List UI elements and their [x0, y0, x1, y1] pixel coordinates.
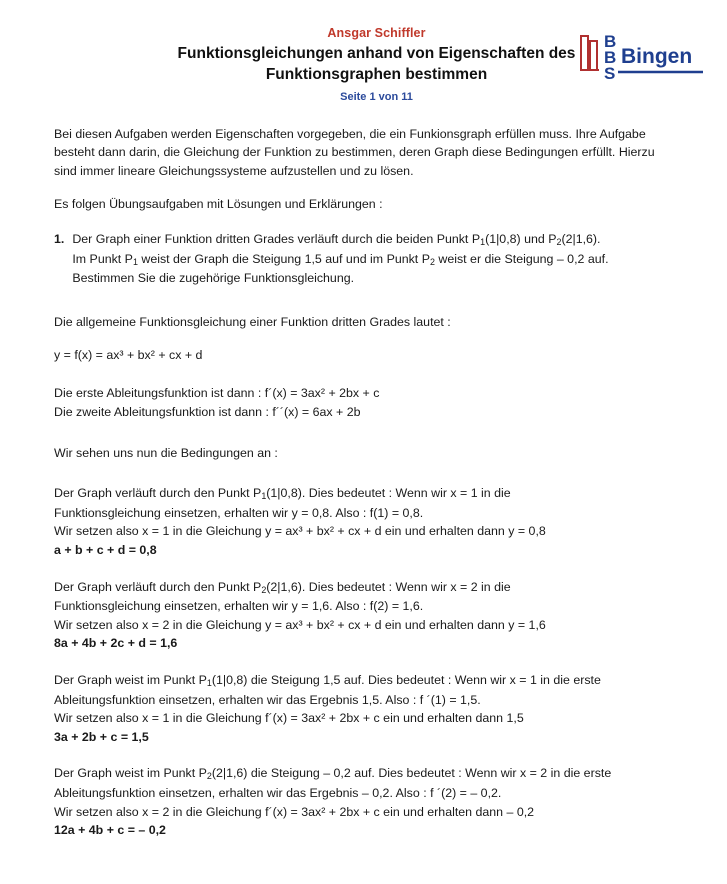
- condition-1-result: a + b + c + d = 0,8: [54, 542, 157, 557]
- document-body: [54, 125, 699, 840]
- svg-text:B: B: [604, 32, 617, 51]
- condition-1-line-1b: (1|0,8). Dies bedeutet : Wenn wir x = 1 in die: [266, 486, 511, 501]
- bbs-bingen-logo: [577, 28, 705, 90]
- intro-paragraph: Bei diesen Aufgaben werden Eigenschaften vorgegeben, die ein Funkionsgraph erfüllen muss. Ihre Aufgabe besteht dann darin, die Gleichung der Funktion zu bestimmen, deren Graph diese Bedingungen erfüllt. Hierzu sind immer lineare Gleichungssysteme aufzustellen und zu lösen.: [54, 126, 655, 179]
- svg-text:S: S: [604, 64, 616, 83]
- task-sub-3: 1: [132, 257, 138, 268]
- condition-1-line-2: Funktionsgleichung einsetzen, erhalten wir y = 0,8. Also : f(1) = 0,8.: [54, 505, 424, 520]
- condition-3-sub: 1: [206, 678, 212, 689]
- task-line-1a: Der Graph einer Funktion dritten Grades verläuft durch die beiden Punkt P: [72, 232, 481, 247]
- conditions-intro: Wir sehen uns nun die Bedingungen an :: [54, 445, 278, 460]
- condition-4-line-1a: Der Graph weist im Punkt P: [54, 766, 207, 781]
- condition-3-line-1b: (1|0,8) die Steigung 1,5 auf. Dies bedeutet : Wenn wir x = 1 in die erste: [211, 672, 601, 687]
- task-line-2c: weist er die Steigung – 0,2 auf.: [434, 251, 609, 266]
- page-title: [137, 44, 617, 86]
- page-title-line-1: Funktionsgleichungen anhand von Eigenschaften des: [177, 45, 576, 62]
- intro-paragraph-2: Es folgen Übungsaufgaben mit Lösungen und Erklärungen :: [54, 196, 383, 211]
- condition-4-line-1: [54, 764, 694, 784]
- page-title-line-2: Funktionsgraphen bestimmen: [265, 65, 488, 83]
- condition-1-line-1a: Der Graph verläuft durch den Punkt P: [54, 486, 262, 501]
- condition-1-line-3: Wir setzen also x = 1 in die Gleichung y = ax³ + bx² + cx + d ein und erhalten dann y = 0,8: [54, 524, 546, 539]
- svg-text:Bingen: Bingen: [621, 45, 693, 68]
- document-header: [54, 26, 699, 103]
- task-sub-2: 2: [556, 237, 562, 248]
- condition-3-result: 3a + 2b + c = 1,5: [54, 729, 149, 744]
- condition-2: [54, 578, 694, 653]
- condition-2-line-1: [54, 578, 694, 598]
- author-name: Ansgar Schiffler: [327, 26, 426, 40]
- page-indicator: Seite 1 von 11: [340, 90, 413, 103]
- condition-4-sub: 2: [206, 771, 212, 782]
- general-equation: y = f(x) = ax³ + bx² + cx + d: [54, 347, 203, 362]
- logo-graphic: [577, 28, 705, 90]
- condition-4-line-1b: (2|1,6) die Steigung – 0,2 auf. Dies bedeutet : Wenn wir x = 2 in die erste: [211, 766, 612, 781]
- condition-1: [54, 484, 694, 559]
- task-sub-4: 2: [429, 257, 435, 268]
- task-line-3: Bestimmen Sie die zugehörige Funktionsgleichung.: [72, 271, 355, 286]
- task-1: [54, 230, 684, 288]
- task-number: 1.: [54, 232, 65, 247]
- task-line-1b: (1|0,8) und P: [485, 232, 557, 247]
- condition-4-result: 12a + 4b + c = – 0,2: [54, 823, 166, 838]
- condition-2-line-3: Wir setzen also x = 2 in die Gleichung y = ax³ + bx² + cx + d ein und erhalten dann y = 1,6: [54, 617, 546, 632]
- general-equation-intro: Die allgemeine Funktionsgleichung einer Funktion dritten Grades lautet :: [54, 315, 451, 330]
- condition-3-line-2: Ableitungsfunktion einsetzen, erhalten wir das Ergebnis 1,5. Also : f ´(1) = 1,5.: [54, 692, 481, 707]
- condition-3-line-1a: Der Graph weist im Punkt P: [54, 672, 207, 687]
- task-text: [72, 230, 684, 288]
- condition-2-line-1b: (2|1,6). Dies bedeutet : Wenn wir x = 2 in die: [266, 579, 511, 594]
- condition-3: [54, 671, 694, 746]
- second-derivative: Die zweite Ableitungsfunktion ist dann : f´´(x) = 6ax + 2b: [54, 404, 361, 419]
- condition-2-sub: 2: [261, 584, 267, 595]
- first-derivative: Die erste Ableitungsfunktion ist dann : f´(x) = 3ax² + 2bx + c: [54, 386, 380, 401]
- derivatives-block: [54, 384, 694, 421]
- svg-text:B: B: [604, 48, 617, 67]
- task-line-2a: Im Punkt P: [72, 251, 133, 266]
- condition-4: [54, 764, 694, 839]
- condition-3-line-1: [54, 671, 694, 691]
- task-line-1c: (2|1,6).: [561, 232, 601, 247]
- task-sub-1: 1: [480, 237, 486, 248]
- condition-4-line-2: Ableitungsfunktion einsetzen, erhalten wir das Ergebnis – 0,2. Also : f ´(2) = – 0,2.: [54, 785, 502, 800]
- condition-3-line-3: Wir setzen also x = 1 in die Gleichung f´(x) = 3ax² + 2bx + c ein und erhalten dann 1,5: [54, 711, 524, 726]
- condition-1-sub: 1: [261, 491, 267, 502]
- condition-2-result: 8a + 4b + 2c + d = 1,6: [54, 636, 178, 651]
- condition-4-line-3: Wir setzen also x = 2 in die Gleichung f´(x) = 3ax² + 2bx + c ein und erhalten dann – 0,2: [54, 804, 535, 819]
- condition-2-line-1a: Der Graph verläuft durch den Punkt P: [54, 579, 262, 594]
- task-line-2b: weist der Graph die Steigung 1,5 auf und im Punkt P: [137, 251, 430, 266]
- condition-2-line-2: Funktionsgleichung einsetzen, erhalten wir y = 1,6. Also : f(2) = 1,6.: [54, 599, 424, 614]
- condition-1-line-1: [54, 484, 694, 504]
